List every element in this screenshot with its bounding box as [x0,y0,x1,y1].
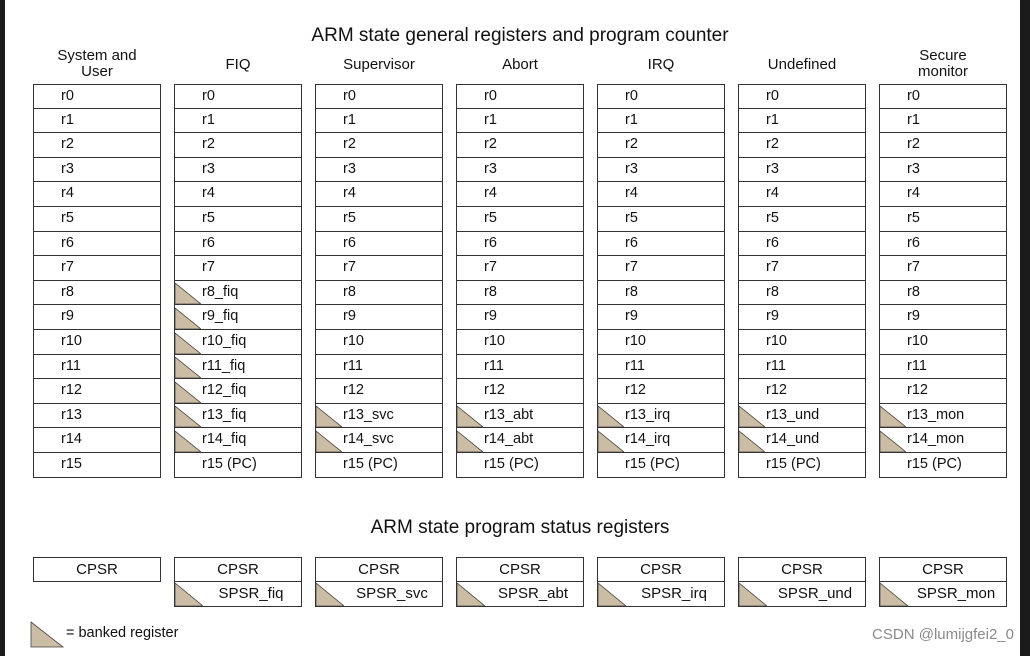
register-label: r11 [907,357,927,374]
register-cell [174,305,302,330]
spsr-box [174,582,302,607]
register-cell [174,84,302,109]
register-cell [597,133,725,158]
register-cell [879,109,1007,134]
psr-column [456,557,584,607]
register-cell [597,232,725,257]
register-cell [456,84,584,109]
register-label: r11 [625,357,645,374]
spsr-label: SPSR_fiq [218,585,284,602]
register-cell [879,404,1007,429]
register-label: r8_fiq [202,283,239,300]
register-label: r2 [484,136,497,153]
register-cell [315,379,443,404]
register-cell [456,232,584,257]
banked-triangle-icon [598,582,626,606]
register-cell [597,256,725,281]
register-label: r3 [766,160,779,177]
register-cell [456,133,584,158]
register-label: r9 [484,308,497,325]
register-cell [597,281,725,306]
register-cell [174,428,302,453]
register-label: r6 [625,234,638,251]
register-cell [315,182,443,207]
register-cell [315,281,443,306]
spsr-label: SPSR_und [777,585,853,602]
banked-triangle-icon [316,405,342,427]
register-label: r8 [625,283,638,300]
register-cell [456,428,584,453]
register-label: r2 [202,136,215,153]
register-label: r15 (PC) [907,455,962,472]
register-label: r15 (PC) [484,455,539,472]
psr-column [33,557,161,582]
register-cell [174,207,302,232]
register-label: r14_svc [343,431,394,448]
banked-triangle-icon [739,405,765,427]
register-label: r5 [907,209,920,226]
register-label: r5 [343,209,356,226]
register-cell [879,281,1007,306]
mode-column [597,46,725,478]
register-cell [174,404,302,429]
cpsr-box: CPSR [456,557,584,582]
register-label: r0 [625,88,638,104]
watermark: CSDN @lumijgfei2_0 [872,626,1014,643]
register-label: r11 [343,357,363,374]
mode-header: Abort [502,56,538,73]
register-cell [315,256,443,281]
register-cell [738,453,866,478]
register-label: r4 [766,185,779,202]
register-cell [33,232,161,257]
register-cell [597,207,725,232]
register-cell [456,158,584,183]
register-cell [456,109,584,134]
register-label: r6 [484,234,497,251]
banked-triangle-icon [880,405,906,427]
psr-column [879,557,1007,607]
banked-triangle-icon [457,430,483,452]
mode-column [879,46,1007,478]
register-label: r14 [61,431,82,448]
register-cell [33,133,161,158]
register-cell [879,379,1007,404]
banked-triangle-icon [175,332,201,354]
register-cell [33,330,161,355]
register-label: r3 [625,160,638,177]
register-cell [33,453,161,478]
spsr-label: SPSR_irq [641,585,707,602]
cpsr-box: CPSR [738,557,866,582]
register-label: r3 [907,160,920,177]
register-cell [738,207,866,232]
register-label: r9 [343,308,356,325]
register-label: r12 [907,382,928,399]
register-label: r10 [61,332,82,349]
register-cell [597,158,725,183]
register-cell [879,355,1007,380]
register-label: r12 [625,382,646,399]
register-label: r15 (PC) [202,455,257,472]
register-cell [879,182,1007,207]
register-label: r7 [625,259,638,276]
banked-triangle-icon [739,430,765,452]
register-label: r15 (PC) [766,455,821,472]
register-label: r8 [61,283,74,300]
register-cell [456,207,584,232]
register-cell [315,355,443,380]
register-cell [33,109,161,134]
register-label: r6 [766,234,779,251]
banked-triangle-icon [175,307,201,329]
psr-column [597,557,725,607]
register-label: r9 [625,308,638,325]
register-label: r8 [766,283,779,300]
register-cell [456,379,584,404]
register-cell [174,158,302,183]
register-label: r12 [61,382,82,399]
register-cell [738,404,866,429]
register-cell [174,379,302,404]
register-label: r10 [766,332,787,349]
register-cell [879,207,1007,232]
register-label: r9 [766,308,779,325]
register-label: r14_mon [907,431,965,448]
register-label: r15 [61,455,82,472]
legend [30,620,270,648]
register-cell [315,453,443,478]
register-cell [33,379,161,404]
register-cell [738,232,866,257]
register-label: r1 [61,111,74,128]
register-label: r6 [343,234,356,251]
spsr-box [879,582,1007,607]
mode-column [738,46,866,478]
register-cell [315,428,443,453]
register-label: r0 [907,88,920,104]
banked-triangle-icon [598,430,624,452]
register-label: r5 [61,209,74,226]
mode-column [174,46,302,478]
register-label: r12 [766,382,787,399]
register-cell [879,453,1007,478]
register-cell [879,256,1007,281]
register-label: r3 [61,160,74,177]
register-cell [738,109,866,134]
register-cell [597,379,725,404]
register-cell [33,182,161,207]
cpsr-box: CPSR [315,557,443,582]
psr-column [174,557,302,607]
register-label: r6 [61,234,74,251]
register-label: r9 [907,308,920,325]
register-label: r2 [625,136,638,153]
spsr-label: SPSR_mon [916,585,996,602]
register-cell [738,379,866,404]
register-cell [738,158,866,183]
register-cell [174,330,302,355]
register-label: r13_und [766,406,820,423]
register-cell [738,133,866,158]
register-label: r5 [766,209,779,226]
register-cell [33,305,161,330]
psr-column [738,557,866,607]
register-cell [315,305,443,330]
register-label: r7 [907,259,920,276]
banked-triangle-icon [175,582,203,606]
register-label: r10 [343,332,364,349]
register-cell [315,207,443,232]
register-cell [174,355,302,380]
register-label: r13_irq [625,406,671,423]
register-label: r2 [766,136,779,153]
banked-triangle-icon [739,582,767,606]
register-label: r13_mon [907,406,965,423]
register-label: r0 [484,88,497,104]
register-label: r1 [907,111,920,128]
register-label: r14_fiq [202,431,247,448]
register-label: r14_abt [484,431,534,448]
register-cell [879,428,1007,453]
register-cell [879,133,1007,158]
register-cell [174,182,302,207]
register-label: r12_fiq [202,382,247,399]
register-cell [315,109,443,134]
spsr-box [738,582,866,607]
register-cell [315,133,443,158]
register-label: r13_fiq [202,406,247,423]
register-cell [456,281,584,306]
register-label: r8 [907,283,920,300]
register-cell [456,256,584,281]
register-label: r14_und [766,431,820,448]
register-label: r1 [343,111,356,128]
register-cell [597,84,725,109]
register-label: r10 [625,332,646,349]
register-label: r4 [907,185,920,202]
register-label: r11 [766,357,786,374]
register-cell [174,256,302,281]
register-cell [738,305,866,330]
register-cell [33,256,161,281]
register-label: r5 [625,209,638,226]
register-label: r5 [484,209,497,226]
register-cell [174,281,302,306]
cpsr-box: CPSR [33,557,161,582]
banked-triangle-icon [175,405,201,427]
legend-label: = banked register [66,625,179,641]
register-cell [33,84,161,109]
register-cell [456,453,584,478]
register-label: r3 [202,160,215,177]
banked-triangle-icon [457,582,485,606]
register-label: r3 [484,160,497,177]
banked-triangle-icon [175,381,201,403]
register-label: r4 [625,185,638,202]
register-cell [738,330,866,355]
register-cell [738,256,866,281]
banked-triangle-icon [175,430,201,452]
mode-header: Supervisor [343,56,415,73]
mode-header: Undefined [767,56,837,73]
register-label: r12 [343,382,364,399]
register-cell [174,109,302,134]
register-label: r14_irq [625,431,671,448]
register-label: r13_svc [343,406,394,423]
banked-triangle-icon [175,282,201,304]
register-cell [738,428,866,453]
mode-header: FIQ [225,56,251,73]
register-label: r0 [202,88,215,104]
register-cell [315,84,443,109]
cpsr-box: CPSR [879,557,1007,582]
banked-triangle-icon [30,620,64,648]
register-label: r8 [484,283,497,300]
register-label: r7 [343,259,356,276]
register-cell [33,404,161,429]
mode-column [33,46,161,478]
banked-triangle-icon [880,430,906,452]
register-label: r7 [484,259,497,276]
register-cell [879,330,1007,355]
mode-header: Secure monitor [917,47,969,80]
register-cell [597,330,725,355]
banked-triangle-icon [880,582,908,606]
register-label: r6 [907,234,920,251]
register-label: r13 [61,406,82,423]
banked-triangle-icon [457,405,483,427]
register-label: r1 [202,111,215,128]
spsr-box [315,582,443,607]
register-cell [597,404,725,429]
register-label: r5 [202,209,215,226]
register-label: r1 [484,111,497,128]
cpsr-box: CPSR [174,557,302,582]
register-label: r9_fiq [202,308,239,325]
spsr-label: SPSR_abt [497,585,569,602]
register-cell [738,182,866,207]
spsr-box [597,582,725,607]
register-cell [315,404,443,429]
spsr-label: SPSR_svc [356,585,428,602]
register-label: r7 [61,259,74,276]
register-cell [597,453,725,478]
mode-header: IRQ [647,56,675,73]
psr-column [315,557,443,607]
register-label: r2 [907,136,920,153]
register-cell [33,207,161,232]
register-cell [174,133,302,158]
registers-title: ARM state general registers and program counter [311,25,729,46]
register-label: r0 [61,88,74,104]
register-cell [456,355,584,380]
register-cell [879,158,1007,183]
cpsr-box: CPSR [597,557,725,582]
register-cell [597,182,725,207]
register-cell [738,281,866,306]
register-cell [597,428,725,453]
register-cell [456,305,584,330]
register-label: r4 [343,185,356,202]
register-label: r4 [484,185,497,202]
banked-triangle-icon [598,405,624,427]
right-frame-edge [1020,0,1030,656]
register-label: r7 [766,259,779,276]
register-cell [174,453,302,478]
register-label: r8 [343,283,356,300]
register-cell [597,355,725,380]
register-label: r2 [343,136,356,153]
register-cell [33,281,161,306]
register-cell [456,182,584,207]
register-cell [33,428,161,453]
banked-triangle-icon [316,582,344,606]
register-cell [597,109,725,134]
register-cell [33,355,161,380]
register-label: r11 [484,357,504,374]
register-label: r3 [343,160,356,177]
banked-triangle-icon [316,430,342,452]
register-label: r15 (PC) [343,455,398,472]
register-label: r15 (PC) [625,455,680,472]
register-label: r10_fiq [202,332,247,349]
register-cell [33,158,161,183]
register-cell [456,330,584,355]
register-label: r7 [202,259,215,276]
register-cell [879,232,1007,257]
psr-title: ARM state program status registers [370,517,670,538]
register-label: r1 [625,111,638,128]
register-cell [738,84,866,109]
register-label: r10 [907,332,928,349]
register-cell [456,404,584,429]
register-label: r0 [343,88,356,104]
register-label: r1 [766,111,779,128]
register-label: r9 [61,308,74,325]
register-label: r4 [61,185,74,202]
register-label: r12 [484,382,505,399]
spsr-box [456,582,584,607]
register-cell [315,158,443,183]
register-cell [879,84,1007,109]
register-label: r4 [202,185,215,202]
register-label: r10 [484,332,505,349]
register-cell [315,232,443,257]
register-label: r11 [61,357,81,374]
mode-column [315,46,443,478]
mode-column [456,46,584,478]
register-label: r6 [202,234,215,251]
register-cell [738,355,866,380]
register-cell [597,305,725,330]
register-label: r13_abt [484,406,534,423]
banked-triangle-icon [175,356,201,378]
register-label: r2 [61,136,74,153]
register-cell [174,232,302,257]
register-label: r11_fiq [202,357,246,374]
left-frame-edge [0,0,5,656]
register-cell [315,330,443,355]
mode-header: System and User [57,47,137,80]
register-label: r0 [766,88,779,104]
register-cell [879,305,1007,330]
